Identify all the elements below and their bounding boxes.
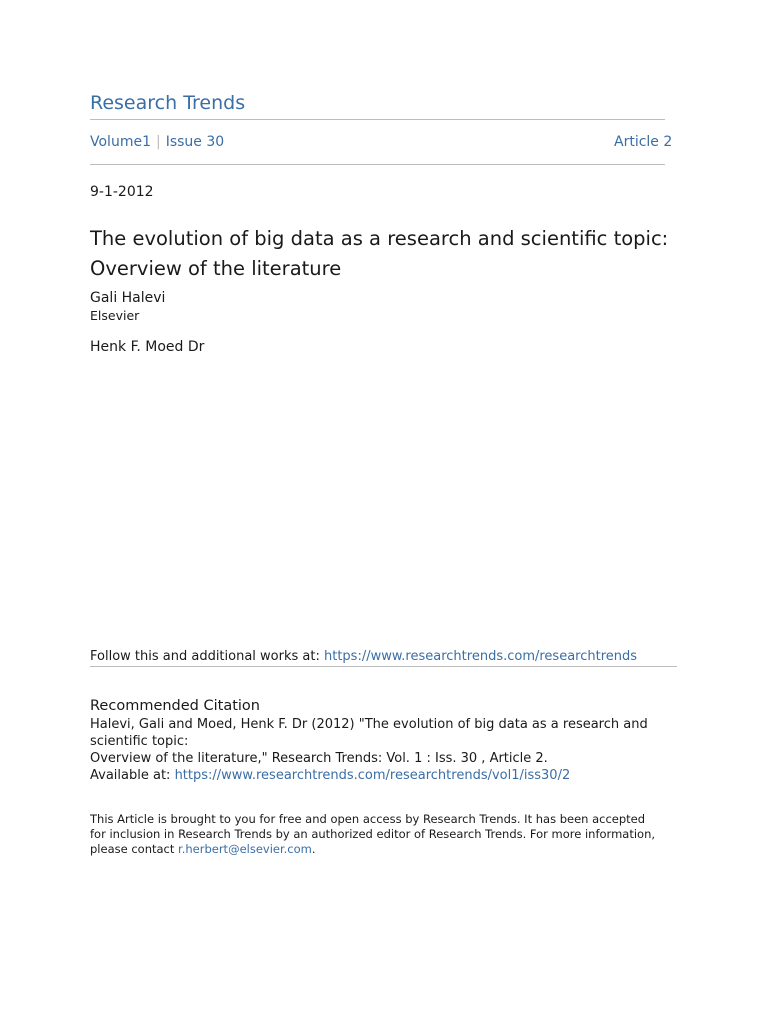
recommended-citation-heading: Recommended Citation (90, 698, 260, 714)
notice-line: This Article is brought to you for free and open access by Research Trends. It has been accepted (90, 812, 646, 826)
volume-issue-separator: | (155, 134, 161, 150)
follow-line (90, 649, 637, 664)
available-at-link[interactable]: https://www.researchtrends.com/researchtrends/vol1/iss30/2 (174, 768, 571, 783)
volume-divider (90, 164, 665, 165)
citation-block (90, 716, 648, 784)
header-divider (90, 119, 665, 120)
citation-line: Overview of the literature," Research Trends: Vol. 1 : Iss. 30 , Article 2. (90, 751, 548, 766)
author-name: Henk F. Moed Dr (90, 339, 205, 355)
follow-link[interactable]: https://www.researchtrends.com/researchtrends (324, 649, 638, 664)
follow-divider (90, 666, 677, 667)
issue-link[interactable]: Issue 30 (165, 134, 225, 150)
volume-link[interactable]: Volume1 (90, 134, 151, 150)
volume-issue-line (90, 134, 224, 150)
author-affiliation: Elsevier (90, 308, 140, 323)
article-title: The evolution of big data as a research and scientific topic: Overview of the literature (90, 227, 669, 280)
author-name: Gali Halevi (90, 290, 166, 306)
citation-line: Halevi, Gali and Moed, Henk F. Dr (2012) "The evolution of big data as a research and (90, 717, 648, 732)
citation-available-line (90, 767, 648, 784)
notice-contact-prefix: please contact (90, 842, 179, 856)
publication-date: 9-1-2012 (90, 184, 154, 200)
notice-line: for inclusion in Research Trends by an authorized editor of Research Trends. For more information, (90, 827, 656, 841)
available-label: Available at: (90, 768, 175, 783)
citation-line: scientific topic: (90, 734, 189, 749)
notice-suffix: . (311, 842, 316, 856)
follow-label: Follow this and additional works at: (90, 649, 324, 664)
contact-email-link[interactable]: r.herbert@elsevier.com (178, 842, 312, 856)
journal-title-link[interactable]: Research Trends (90, 92, 246, 114)
article-number-link[interactable]: Article 2 (614, 134, 673, 150)
open-access-notice (90, 812, 655, 857)
notice-line (90, 842, 655, 857)
